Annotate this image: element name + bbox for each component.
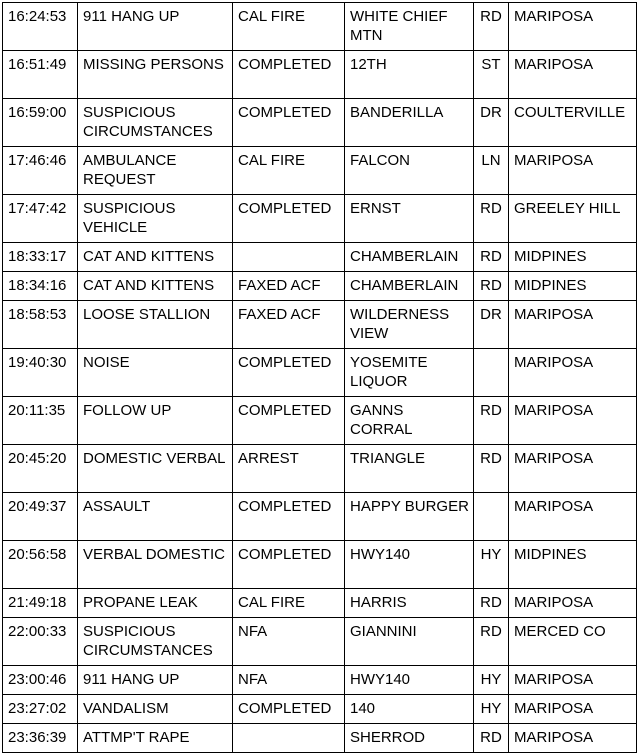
time-cell: 23:00:46 — [3, 666, 78, 695]
street-cell: HARRIS — [345, 589, 474, 618]
street-cell: TRIANGLE — [345, 445, 474, 493]
street-suffix-cell — [474, 493, 509, 541]
table-row — [3, 397, 637, 445]
call-type-cell: PROPANE LEAK — [78, 589, 233, 618]
table-row — [3, 541, 637, 589]
call-type-cell: SUSPICIOUS CIRCUMSTANCES — [78, 99, 233, 147]
table-row — [3, 195, 637, 243]
time-cell: 20:45:20 — [3, 445, 78, 493]
time-cell: 20:56:58 — [3, 541, 78, 589]
city-cell: MARIPOSA — [509, 493, 637, 541]
street-suffix-cell: RD — [474, 397, 509, 445]
street-suffix-cell: RD — [474, 195, 509, 243]
time-cell: 18:33:17 — [3, 243, 78, 272]
street-suffix-cell: RD — [474, 589, 509, 618]
table-row — [3, 666, 637, 695]
disposition-cell: CAL FIRE — [233, 589, 345, 618]
disposition-cell: COMPLETED — [233, 493, 345, 541]
city-cell: MARIPOSA — [509, 51, 637, 99]
city-cell: MIDPINES — [509, 272, 637, 301]
street-cell: CHAMBERLAIN — [345, 272, 474, 301]
time-cell: 17:46:46 — [3, 147, 78, 195]
street-suffix-cell: DR — [474, 99, 509, 147]
street-suffix-cell: ST — [474, 51, 509, 99]
city-cell: MARIPOSA — [509, 3, 637, 51]
table-row — [3, 493, 637, 541]
call-type-cell: ATTMP'T RAPE — [78, 724, 233, 753]
table-row — [3, 589, 637, 618]
street-cell: ERNST — [345, 195, 474, 243]
disposition-cell: FAXED ACF — [233, 272, 345, 301]
disposition-cell: COMPLETED — [233, 397, 345, 445]
city-cell: MARIPOSA — [509, 445, 637, 493]
street-cell: 140 — [345, 695, 474, 724]
call-type-cell: 911 HANG UP — [78, 3, 233, 51]
disposition-cell — [233, 724, 345, 753]
table-row — [3, 618, 637, 666]
street-cell: HWY140 — [345, 666, 474, 695]
table-row — [3, 301, 637, 349]
call-type-cell: SUSPICIOUS CIRCUMSTANCES — [78, 618, 233, 666]
call-type-cell: ASSAULT — [78, 493, 233, 541]
city-cell: MARIPOSA — [509, 666, 637, 695]
street-cell: 12TH — [345, 51, 474, 99]
street-cell: FALCON — [345, 147, 474, 195]
call-type-cell: FOLLOW UP — [78, 397, 233, 445]
table-row — [3, 243, 637, 272]
disposition-cell: COMPLETED — [233, 51, 345, 99]
street-cell: HAPPY BURGER — [345, 493, 474, 541]
street-suffix-cell: RD — [474, 724, 509, 753]
street-cell: SHERROD — [345, 724, 474, 753]
city-cell: MARIPOSA — [509, 301, 637, 349]
disposition-cell: NFA — [233, 618, 345, 666]
street-suffix-cell: HY — [474, 541, 509, 589]
city-cell: MARIPOSA — [509, 589, 637, 618]
street-suffix-cell: LN — [474, 147, 509, 195]
table-row — [3, 3, 637, 51]
call-type-cell: MISSING PERSONS — [78, 51, 233, 99]
street-suffix-cell: RD — [474, 3, 509, 51]
call-type-cell: VANDALISM — [78, 695, 233, 724]
time-cell: 22:00:33 — [3, 618, 78, 666]
disposition-cell: FAXED ACF — [233, 301, 345, 349]
table-row — [3, 724, 637, 753]
street-cell: WHITE CHIEF MTN — [345, 3, 474, 51]
city-cell: MARIPOSA — [509, 695, 637, 724]
table-row — [3, 51, 637, 99]
city-cell: MARIPOSA — [509, 147, 637, 195]
disposition-cell: COMPLETED — [233, 695, 345, 724]
table-row — [3, 272, 637, 301]
time-cell: 20:11:35 — [3, 397, 78, 445]
table-row — [3, 349, 637, 397]
city-cell: MIDPINES — [509, 541, 637, 589]
street-cell: HWY140 — [345, 541, 474, 589]
time-cell: 16:24:53 — [3, 3, 78, 51]
city-cell: MARIPOSA — [509, 397, 637, 445]
call-type-cell: VERBAL DOMESTIC — [78, 541, 233, 589]
time-cell: 16:59:00 — [3, 99, 78, 147]
disposition-cell: ARREST — [233, 445, 345, 493]
city-cell: COULTERVILLE — [509, 99, 637, 147]
time-cell: 18:58:53 — [3, 301, 78, 349]
street-cell: GIANNINI — [345, 618, 474, 666]
table-row — [3, 445, 637, 493]
street-suffix-cell: RD — [474, 272, 509, 301]
time-cell: 21:49:18 — [3, 589, 78, 618]
city-cell: MERCED CO — [509, 618, 637, 666]
street-cell: GANNS CORRAL — [345, 397, 474, 445]
street-suffix-cell — [474, 349, 509, 397]
street-cell: WILDERNESS VIEW — [345, 301, 474, 349]
disposition-cell: COMPLETED — [233, 541, 345, 589]
street-cell: YOSEMITE LIQUOR — [345, 349, 474, 397]
street-cell: CHAMBERLAIN — [345, 243, 474, 272]
time-cell: 20:49:37 — [3, 493, 78, 541]
city-cell: MARIPOSA — [509, 724, 637, 753]
city-cell: MIDPINES — [509, 243, 637, 272]
call-type-cell: NOISE — [78, 349, 233, 397]
time-cell: 23:36:39 — [3, 724, 78, 753]
disposition-cell: COMPLETED — [233, 349, 345, 397]
disposition-cell: COMPLETED — [233, 195, 345, 243]
street-suffix-cell: HY — [474, 666, 509, 695]
disposition-cell: CAL FIRE — [233, 147, 345, 195]
table-row — [3, 695, 637, 724]
call-type-cell: CAT AND KITTENS — [78, 243, 233, 272]
street-suffix-cell: HY — [474, 695, 509, 724]
city-cell: MARIPOSA — [509, 349, 637, 397]
call-type-cell: 911 HANG UP — [78, 666, 233, 695]
call-type-cell: AMBULANCE REQUEST — [78, 147, 233, 195]
call-type-cell: LOOSE STALLION — [78, 301, 233, 349]
disposition-cell: CAL FIRE — [233, 3, 345, 51]
call-log-table — [2, 2, 637, 753]
time-cell: 17:47:42 — [3, 195, 78, 243]
street-suffix-cell: RD — [474, 445, 509, 493]
table-row — [3, 99, 637, 147]
call-type-cell: CAT AND KITTENS — [78, 272, 233, 301]
street-cell: BANDERILLA — [345, 99, 474, 147]
disposition-cell — [233, 243, 345, 272]
city-cell: GREELEY HILL — [509, 195, 637, 243]
call-type-cell: SUSPICIOUS VEHICLE — [78, 195, 233, 243]
street-suffix-cell: RD — [474, 618, 509, 666]
call-log-body — [3, 3, 637, 753]
time-cell: 16:51:49 — [3, 51, 78, 99]
time-cell: 19:40:30 — [3, 349, 78, 397]
table-row — [3, 147, 637, 195]
time-cell: 18:34:16 — [3, 272, 78, 301]
street-suffix-cell: RD — [474, 243, 509, 272]
disposition-cell: NFA — [233, 666, 345, 695]
call-type-cell: DOMESTIC VERBAL — [78, 445, 233, 493]
time-cell: 23:27:02 — [3, 695, 78, 724]
disposition-cell: COMPLETED — [233, 99, 345, 147]
street-suffix-cell: DR — [474, 301, 509, 349]
